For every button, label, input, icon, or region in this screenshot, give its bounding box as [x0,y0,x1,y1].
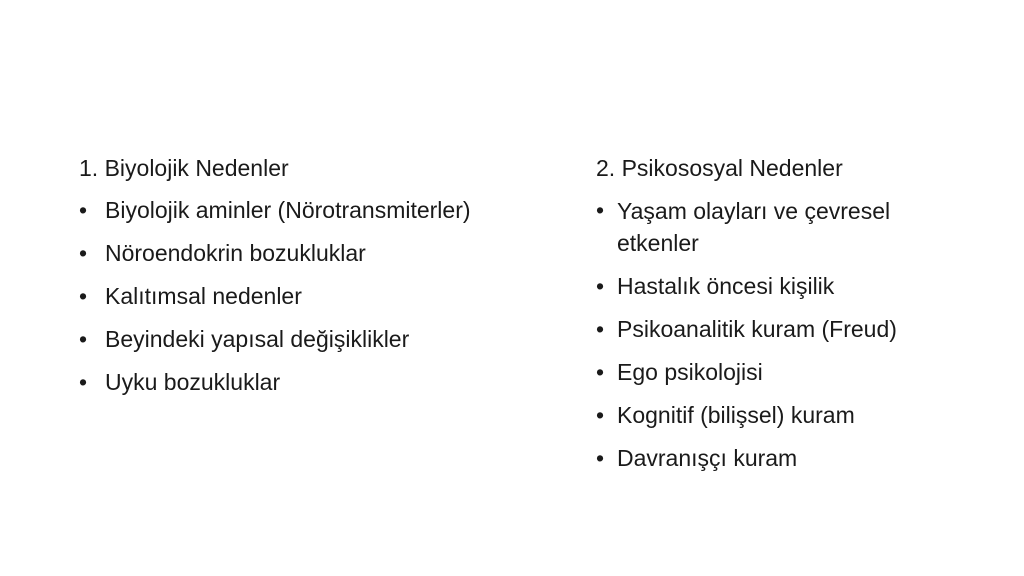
list-item-text: Uyku bozukluklar [105,369,281,395]
left-bullet-list [79,195,559,398]
list-item-text: Kognitif (bilişsel) kuram [617,402,855,428]
left-column [79,153,559,410]
right-column [596,153,976,486]
bullet-icon: • [596,402,605,428]
left-column-heading: 1. Biyolojik Nedenler [79,155,289,181]
list-item-text: Beyindeki yapısal değişiklikler [105,326,410,352]
right-column-heading: 2. Psikososyal Nedenler [596,155,843,181]
bullet-icon: • [596,273,605,299]
bullet-icon: • [79,369,88,395]
bullet-icon: • [79,326,88,352]
list-item [596,400,976,431]
list-item [596,314,976,345]
list-item-text: Ego psikolojisi [617,359,763,385]
list-item [79,195,559,226]
list-item [596,357,976,388]
list-item [79,281,559,312]
bullet-icon: • [596,359,605,385]
list-item-text: Davranışçı kuram [617,445,798,471]
bullet-icon: • [79,197,88,223]
bullet-icon: • [79,283,88,309]
list-item [596,271,976,302]
list-item-text: Nöroendokrin bozukluklar [105,240,366,266]
bullet-icon: • [596,445,605,471]
right-bullet-list [596,195,976,474]
list-item-text: Kalıtımsal nedenler [105,283,302,309]
list-item-text: Hastalık öncesi kişilik [617,273,835,299]
list-item [596,195,976,259]
list-item [79,324,559,355]
list-item-text: Biyolojik aminler (Nörotransmiterler) [105,197,471,223]
list-item-text: Yaşam olayları ve çevresel etkenler [617,198,891,256]
bullet-icon: • [596,316,605,342]
bullet-icon: • [596,197,605,223]
list-item [79,367,559,398]
list-item-text: Psikoanalitik kuram (Freud) [617,316,897,342]
list-item [596,443,976,474]
list-item [79,238,559,269]
bullet-icon: • [79,240,88,266]
